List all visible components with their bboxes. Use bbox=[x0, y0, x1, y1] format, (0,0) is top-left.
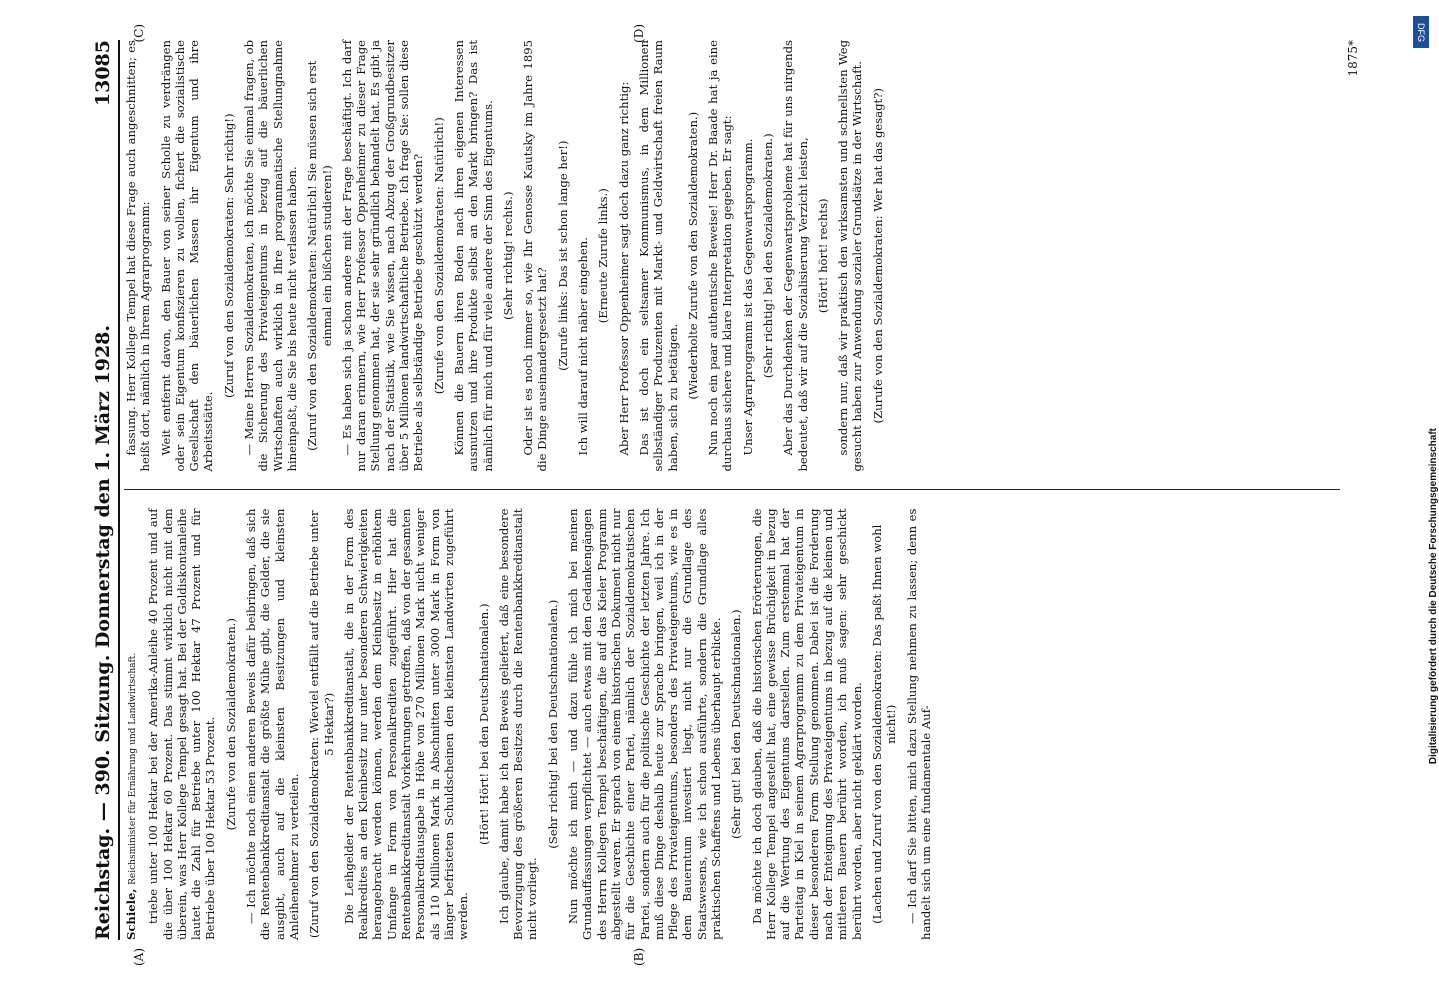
rotated-page bbox=[72, 20, 1362, 980]
paragraph: — Es haben sich ja schon andere mit der Frage beschäftigt. Ich darf nur daran erinnern, wie Herr Professor Oppenheimer zu dieser Frage Stellung genommen hat, der sie sehr gründlich behandelt hat. Es gibt ja nach der Statistik, wie Sie wissen, nach Abzug der Großgrundbesitzer über 5 Millionen landwirtschaftliche Betriebe. Ich frage Sie: sollen diese Betriebe als selbständige Betriebe geschützt werden? bbox=[339, 40, 426, 472]
paragraph: (Lachen und Zuruf von den Sozialdemokraten: Das paßt Ihnen wohl nicht!) bbox=[869, 524, 899, 924]
paragraph: (Zurufe von den Sozialdemokraten: Wer hat das gesagt?) bbox=[870, 88, 885, 424]
paragraph: Nun noch ein paar authentische Beweise! Herr Dr. Baade hat ja eine durchaus sichere und klare Interpretation gegeben. Er sagt: bbox=[706, 40, 735, 472]
paragraph: (Sehr richtig! bei den Deutschnationalen.) bbox=[545, 599, 560, 849]
page-number: 13085 bbox=[92, 40, 114, 107]
margin-letter-a: (A) bbox=[132, 947, 146, 966]
paragraph: (Sehr richtig! bei den Sozialdemokraten.) bbox=[760, 133, 775, 379]
paragraph: — Ich möchte noch einen anderen Beweis dafür beibringen, daß sich die Rentenbankkreditanstalt die größte Mühe gibt, die Gelder, die sie ausgibt, auch auf die kleinsten Besitzungen und kleinsten Anleihenehmer zu verteilen. bbox=[244, 508, 301, 940]
column-divider bbox=[124, 490, 1340, 491]
text-columns bbox=[124, 40, 1340, 940]
paragraph: (Wiederholte Zurufe von den Sozialdemokraten.) bbox=[685, 111, 700, 400]
paragraph: (Zurufe links: Das ist schon lange her!) bbox=[555, 140, 570, 371]
digitization-note: Digitalisierung gefördert durch die Deutsche Forschungsgemeinschaft bbox=[1428, 428, 1439, 765]
paragraph: Nun möchte ich mich — und dazu fühle ich mich bei meinen Grundauffassungen verpflichtet — auch etwas mit den Gedankengängen des Herrn Kollegen Tempel beschäftigen, die auf das Kieler Programm abgestellt waren. Er sprach von einem historischen Dokument nicht nur für die Geschichte einer Partei, nämlich der Sozialdemokratischen Partei, sondern auch für die politische Geschichte der letzten Jahre. Ich muß diese Dinge deshalb heute zur Sprache bringen, weil ich in der Pflege des Privateigentums, besonders des Privateigentums, wie es in dem Bauerntum investiert liegt, nicht nur die Grundlage des Staatswesens, wie ich schon ausführte, sondern die Grundlage alles praktischen Schaffens und Lebens überhaupt erblicke. bbox=[566, 508, 723, 940]
page-header bbox=[84, 40, 120, 940]
paragraph: (Hört! hört! rechts) bbox=[815, 198, 830, 314]
paragraph: Aber Herr Professor Oppenheimer sagt doch dazu ganz richtig: bbox=[616, 81, 631, 456]
paragraph: (Zuruf von den Sozialdemokraten: Wieviel entfällt auf die Betriebe unter 5 Hektar?) bbox=[307, 510, 336, 939]
speaker-name: Schiele, bbox=[124, 888, 138, 940]
paragraph: (Sehr richtig! rechts.) bbox=[500, 191, 515, 321]
paragraph: (Zurufe von den Sozialdemokraten.) bbox=[223, 618, 238, 831]
paragraph: Aber das Durchdenken der Gegenwartsprobleme hat für uns nirgends bedeutet, daß wir auf die Sozialisierung Verzicht leisten, bbox=[781, 40, 810, 472]
speaker-role: Reichsminister für Ernährung und Landwirtschaft. bbox=[128, 652, 138, 885]
left-column bbox=[124, 509, 1340, 941]
footer-mark: 1875* bbox=[1346, 40, 1360, 77]
paragraph: (Zuruf von den Sozialdemokraten: Natürlich! Sie müssen sich erst einmal ein bißchen studieren!) bbox=[305, 60, 334, 451]
paragraph: Da möchte ich doch glauben, daß die historischen Erörterungen, die Herr Kollege Tempel angestellt hat, eine gewisse Brüchigkeit in bezug auf die Wertung des Eigentums darstellen. Zum erstenmal hat der Parteitag in Kiel in seinem Agrarprogramm zu dem Privateigentum in dieser besonderen Form Stellung genommen. Dabei ist die Forderung nach der Enteignung des Privateigentums in bezug auf die kleinen und mittleren Bauern berührt worden, ich muß sagen: sehr geschickt berührt worden, aber nicht geklärt worden. bbox=[749, 508, 864, 940]
dfg-logo: DFG bbox=[1413, 16, 1429, 48]
paragraph: Ich will darauf nicht näher eingehen. bbox=[576, 237, 591, 456]
margin-letter-b: (B) bbox=[632, 947, 646, 966]
paragraph: (Erneute Zurufe links.) bbox=[596, 188, 611, 324]
speaker-line bbox=[124, 509, 140, 941]
paragraph: (Zurufe von den Sozialdemokraten: Natürlich!) bbox=[431, 117, 446, 395]
header-title: Reichstag. — 390. Sitzung. Donnerstag den 1. März 1928. bbox=[92, 325, 114, 940]
paragraph: Die Leihgelder der Rentenbankkreditanstalt, die in der Form des Realkredites an den Kleinbesitz nur unter besonderen Schwierigkeiten herangebracht werden können, werden dem Kleinbesitz in erhöhtem Umfange in Form von Personalkrediten zugeführt. Hier hat die Rentenbankkreditanstalt Vorkehrungen getroffen, daß von der gesamten Personalkreditausgabe in Höhe von 270 Millionen Mark nicht weniger als 110 Millionen Mark in Abschnitten unter 3000 Mark in Form von länger befristeten Schuldscheinen den kleinsten Landwirten zugeführt werden. bbox=[341, 508, 471, 940]
paragraph: Ich glaube, damit habe ich den Beweis geliefert, daß eine besondere Bevorzugung des größeren Besitzes durch die Rentenbankkreditanstalt nicht vorliegt. bbox=[496, 508, 540, 940]
margin-letter-c: (C) bbox=[132, 24, 146, 43]
dfg-sidebar bbox=[1410, 8, 1439, 998]
paragraph: (Sehr gut! bei den Deutschnationalen.) bbox=[729, 609, 744, 840]
paragraph: Unser Agrarprogramm ist das Gegenwartsprogramm. bbox=[740, 138, 755, 456]
paragraph: sondern nur, daß wir praktisch den wirksamsten und schnellsten Weg gesucht haben zur Anwendung sozialer Grundsätze in der Wirtschaft. bbox=[836, 40, 865, 472]
paragraph: — Meine Herren Sozialdemokraten, ich möchte Sie einmal fragen, ob die Sicherung des Privateigentums in bezug auf die bäuerlichen Wirtschaften auch wirklich in Ihre programmatische Stellungnahme hineinpaßt, die Sie bis heute nicht verlassen haben. bbox=[242, 40, 299, 472]
paragraph: triebe unter 100 Hektar bei der Amerika-Anleihe 40 Prozent und auf die über 100 Hektar 60 Prozent. Das stimmt wirklich nicht mit dem überein, was Herr Kollege Tempel gesagt hat. Bei der Goldiskontanleihe lautet die Zahl für Betriebe unter 100 Hektar 47 Prozent und für Betriebe über 100 Hektar 53 Prozent. bbox=[146, 508, 218, 940]
paragraph: (Hört! Hört! bei den Deutschnationalen.) bbox=[476, 603, 491, 845]
paragraph: Oder ist es noch immer so, wie Ihr Genosse Kautsky im Jahre 1895 die Dinge auseinandergesetzt hat? bbox=[521, 40, 550, 472]
paragraph: Weit entfernt davon, den Bauer von seiner Scholle zu verdrängen oder sein Eigentum konfiszieren zu wollen, fichert die sozialistische Gesellschaft den bäuerlichen Massen ihr Eigentum und ihre Arbeitsstätte. bbox=[158, 40, 216, 472]
right-column bbox=[124, 40, 1340, 472]
paragraph: — Ich darf Sie bitten, mich dazu Stellung nehmen zu lassen; denn es handelt sich um eine fundamentale Auf- bbox=[904, 508, 933, 940]
paragraph: Das ist doch ein seltsamer Kommunismus, in dem Millionen selbständiger Produzenten mit Markt- und Geldwirtschaft freien Raum haben, sich zu betätigen. bbox=[636, 40, 680, 472]
margin-letter-d: (D) bbox=[632, 24, 646, 43]
paragraph: (Zuruf von den Sozialdemokraten: Sehr richtig!) bbox=[221, 113, 236, 398]
paragraph: fassung. Herr Kollege Tempel hat diese Frage auch angeschnitten; es heißt dort, nämlich in Ihrem Agrarprogramm: bbox=[124, 40, 153, 472]
paragraph: Können die Bauern ihren Boden nach ihren eigenen Interessen ausnutzen und ihre Produkte selbst an den Markt bringen? Das ist nämlich für mich und für viele andere der Sinn des Eigentums. bbox=[451, 40, 495, 472]
